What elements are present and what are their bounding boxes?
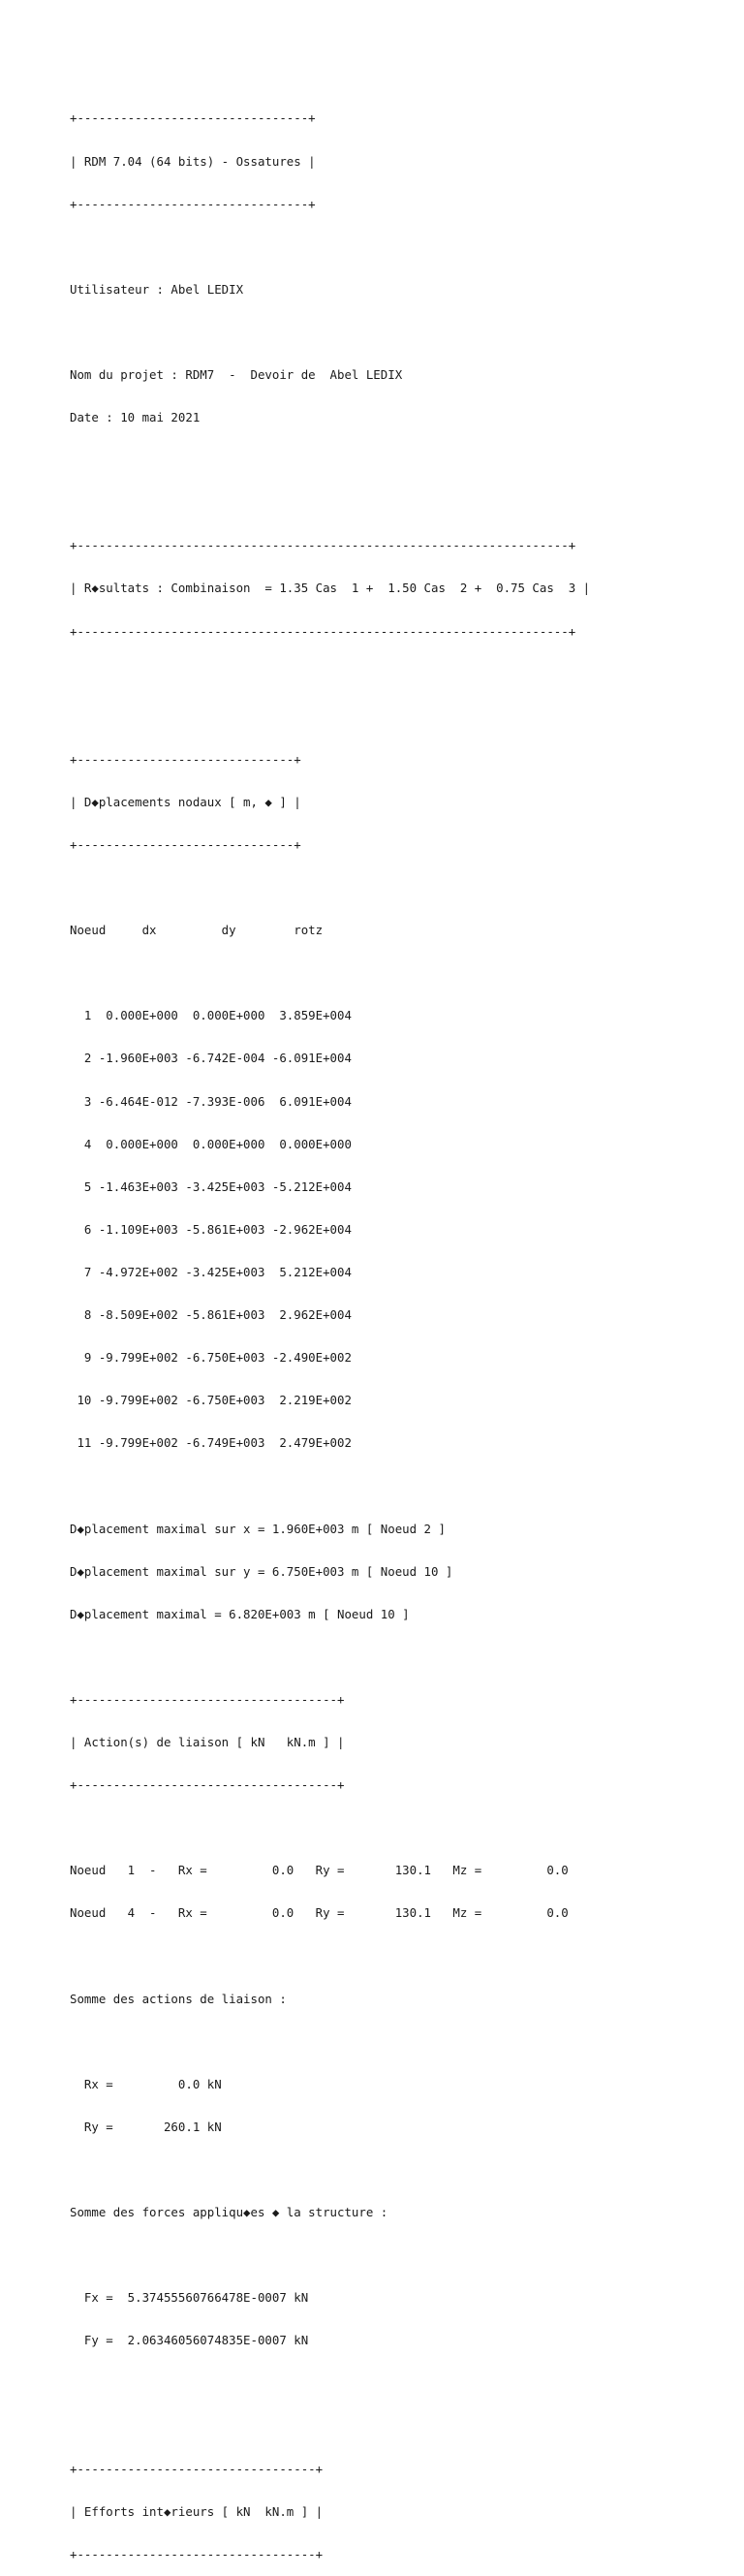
text-line: +------------------------------+ [70, 837, 301, 852]
text-line: +--------------------------------+ [70, 110, 316, 126]
text-line: Fx = 5.37455560766478E-0007 kN [70, 2290, 309, 2306]
text-line [70, 454, 590, 468]
text-line: 1 0.000E+000 0.000E+000 3.859E+004 [70, 1008, 352, 1023]
text-line [70, 710, 590, 725]
text-line: 2 -1.960E+003 -6.742E-004 -6.091E+004 [70, 1051, 352, 1066]
text-line: 9 -9.799E+002 -6.750E+003 -2.490E+002 [70, 1350, 352, 1366]
text-line: Noeud 1 - Rx = 0.0 Ry = 130.1 Mz = 0.0 [70, 1863, 569, 1878]
text-line: 10 -9.799E+002 -6.750E+003 2.219E+002 [70, 1393, 352, 1408]
text-line [70, 881, 590, 895]
text-line: | RDM 7.04 (64 bits) - Ossatures | [70, 153, 316, 169]
text-line [70, 1821, 590, 1836]
text-line [70, 496, 590, 511]
text-line: D◆placement maximal = 6.820E+003 m [ Noeud 10 ] [70, 1606, 410, 1621]
text-line: 3 -6.464E-012 -7.393E-006 6.091E+004 [70, 1093, 352, 1109]
report-text [70, 83, 590, 2576]
text-line [70, 240, 590, 255]
text-line: +--------------------------------------------------------------------+ [70, 623, 576, 639]
text-line [70, 2248, 590, 2263]
text-line [70, 1479, 590, 1493]
text-line [70, 668, 590, 682]
text-line: Somme des actions de liaison : [70, 1991, 287, 2006]
text-line [70, 1949, 590, 1963]
text-line: +--------------------------------------------------------------------+ [70, 538, 576, 553]
text-line: D◆placement maximal sur y = 6.750E+003 m [ Noeud 10 ] [70, 1563, 453, 1579]
text-line [70, 2419, 590, 2434]
text-line: Utilisateur : Abel LEDIX [70, 281, 244, 297]
text-line: Noeud 4 - Rx = 0.0 Ry = 130.1 Mz = 0.0 [70, 1905, 569, 1921]
text-line: Noeud dx dy rotz [70, 923, 324, 938]
text-line: +------------------------------------+ [70, 1777, 345, 1793]
text-line: 6 -1.109E+003 -5.861E+003 -2.962E+004 [70, 1221, 352, 1237]
text-line: D◆placement maximal sur x = 1.960E+003 m [ Noeud 2 ] [70, 1521, 446, 1536]
text-line: | D◆placements nodaux [ m, ◆ ] | [70, 794, 301, 809]
text-line: 11 -9.799E+002 -6.749E+003 2.479E+002 [70, 1435, 352, 1451]
text-line: Fy = 2.06346056074835E-0007 kN [70, 2333, 309, 2348]
text-line: Somme des forces appliqu◆es ◆ la structure : [70, 2205, 388, 2219]
text-line: +---------------------------------+ [70, 2461, 324, 2476]
text-line: +------------------------------+ [70, 751, 301, 767]
text-line: 5 -1.463E+003 -3.425E+003 -5.212E+004 [70, 1178, 352, 1194]
text-line [70, 2376, 590, 2391]
text-line: Ry = 260.1 kN [70, 2119, 222, 2134]
text-line [70, 966, 590, 981]
text-line [70, 1650, 590, 1665]
text-line: +------------------------------------+ [70, 1691, 345, 1707]
text-line: Rx = 0.0 kN [70, 2076, 222, 2091]
text-line: | Action(s) de liaison [ kN kN.m ] | [70, 1734, 345, 1749]
text-line: 4 0.000E+000 0.000E+000 0.000E+000 [70, 1136, 352, 1151]
text-line [70, 2163, 590, 2178]
text-line: +--------------------------------+ [70, 196, 316, 211]
text-line: Nom du projet : RDM7 - Devoir de Abel LEDIX [70, 366, 403, 382]
text-line [70, 2035, 590, 2050]
text-line: | Efforts int◆rieurs [ kN kN.m ] | [70, 2503, 324, 2519]
text-line [70, 326, 590, 340]
text-line: +---------------------------------+ [70, 2546, 324, 2561]
text-line: 8 -8.509E+002 -5.861E+003 2.962E+004 [70, 1307, 352, 1323]
text-line: Date : 10 mai 2021 [70, 410, 201, 425]
text-line: | R◆sultats : Combinaison = 1.35 Cas 1 + 1.50 Cas 2 + 0.75 Cas 3 | [70, 581, 591, 596]
text-line: 7 -4.972E+002 -3.425E+003 5.212E+004 [70, 1264, 352, 1279]
